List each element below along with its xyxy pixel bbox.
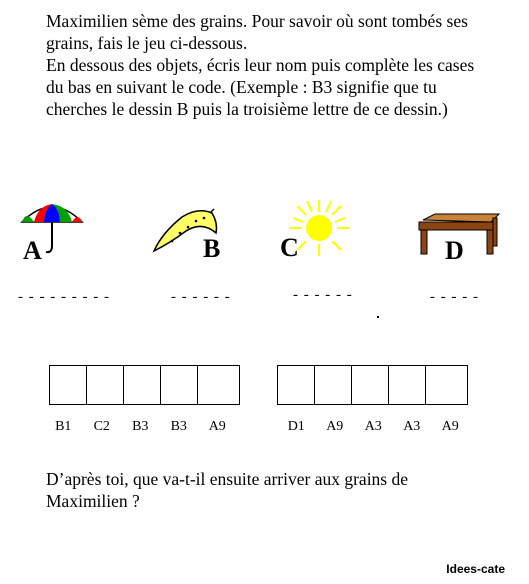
question-text: D’après toi, que va-t-il ensuite arriver aux grains de Maximilien ? — [46, 469, 409, 511]
code-label: A3 — [403, 419, 421, 434]
answer-box[interactable] — [389, 366, 426, 404]
answer-blank-a[interactable]: - - - - - - - - - — [18, 289, 110, 305]
code-label: A9 — [208, 419, 226, 434]
answer-box[interactable] — [124, 366, 161, 404]
codes-word1 — [44, 419, 237, 435]
answer-boxes-word2 — [277, 365, 468, 405]
stray-dot — [377, 316, 379, 318]
code-label: B3 — [170, 419, 187, 434]
code-label: B1 — [55, 419, 72, 434]
codes-word2 — [277, 419, 470, 435]
instructions — [46, 10, 486, 120]
answer-box[interactable] — [426, 366, 463, 404]
picture-letter-c: C — [280, 233, 299, 262]
instructions-line2: En dessous des objets, écris leur nom puis complète les cases du bas en suivant le code. (Exemple : B3 signifie que tu cherches le dessin B puis la troisième lettre de ce dessin.) — [46, 55, 475, 119]
answer-box[interactable] — [161, 366, 198, 404]
code-label: A3 — [364, 419, 382, 434]
answer-box[interactable] — [315, 366, 352, 404]
code-label: D1 — [287, 419, 305, 434]
answer-box[interactable] — [278, 366, 315, 404]
code-label: B3 — [132, 419, 149, 434]
answer-blank-b[interactable]: - - - - - - — [171, 289, 231, 305]
picture-letter-d: D — [445, 236, 464, 265]
picture-letter-b: B — [203, 234, 221, 263]
picture-letter-a: A — [23, 236, 42, 265]
answer-blank-d[interactable]: - - - - - — [430, 289, 479, 305]
code-label: A9 — [441, 419, 459, 434]
answer-box[interactable] — [352, 366, 389, 404]
answer-box[interactable] — [198, 366, 235, 404]
answer-blank-c[interactable]: - - - - - - — [293, 287, 353, 303]
answer-box[interactable] — [50, 366, 87, 404]
instructions-line1: Maximilien sème des grains. Pour savoir où sont tombés ses grains, fais le jeu ci-dessous. — [46, 11, 468, 53]
brand-label: Idees-cate — [446, 562, 505, 576]
code-label: A9 — [326, 419, 344, 434]
code-label: C2 — [93, 419, 110, 434]
answer-boxes-word1 — [49, 365, 240, 405]
answer-box[interactable] — [87, 366, 124, 404]
